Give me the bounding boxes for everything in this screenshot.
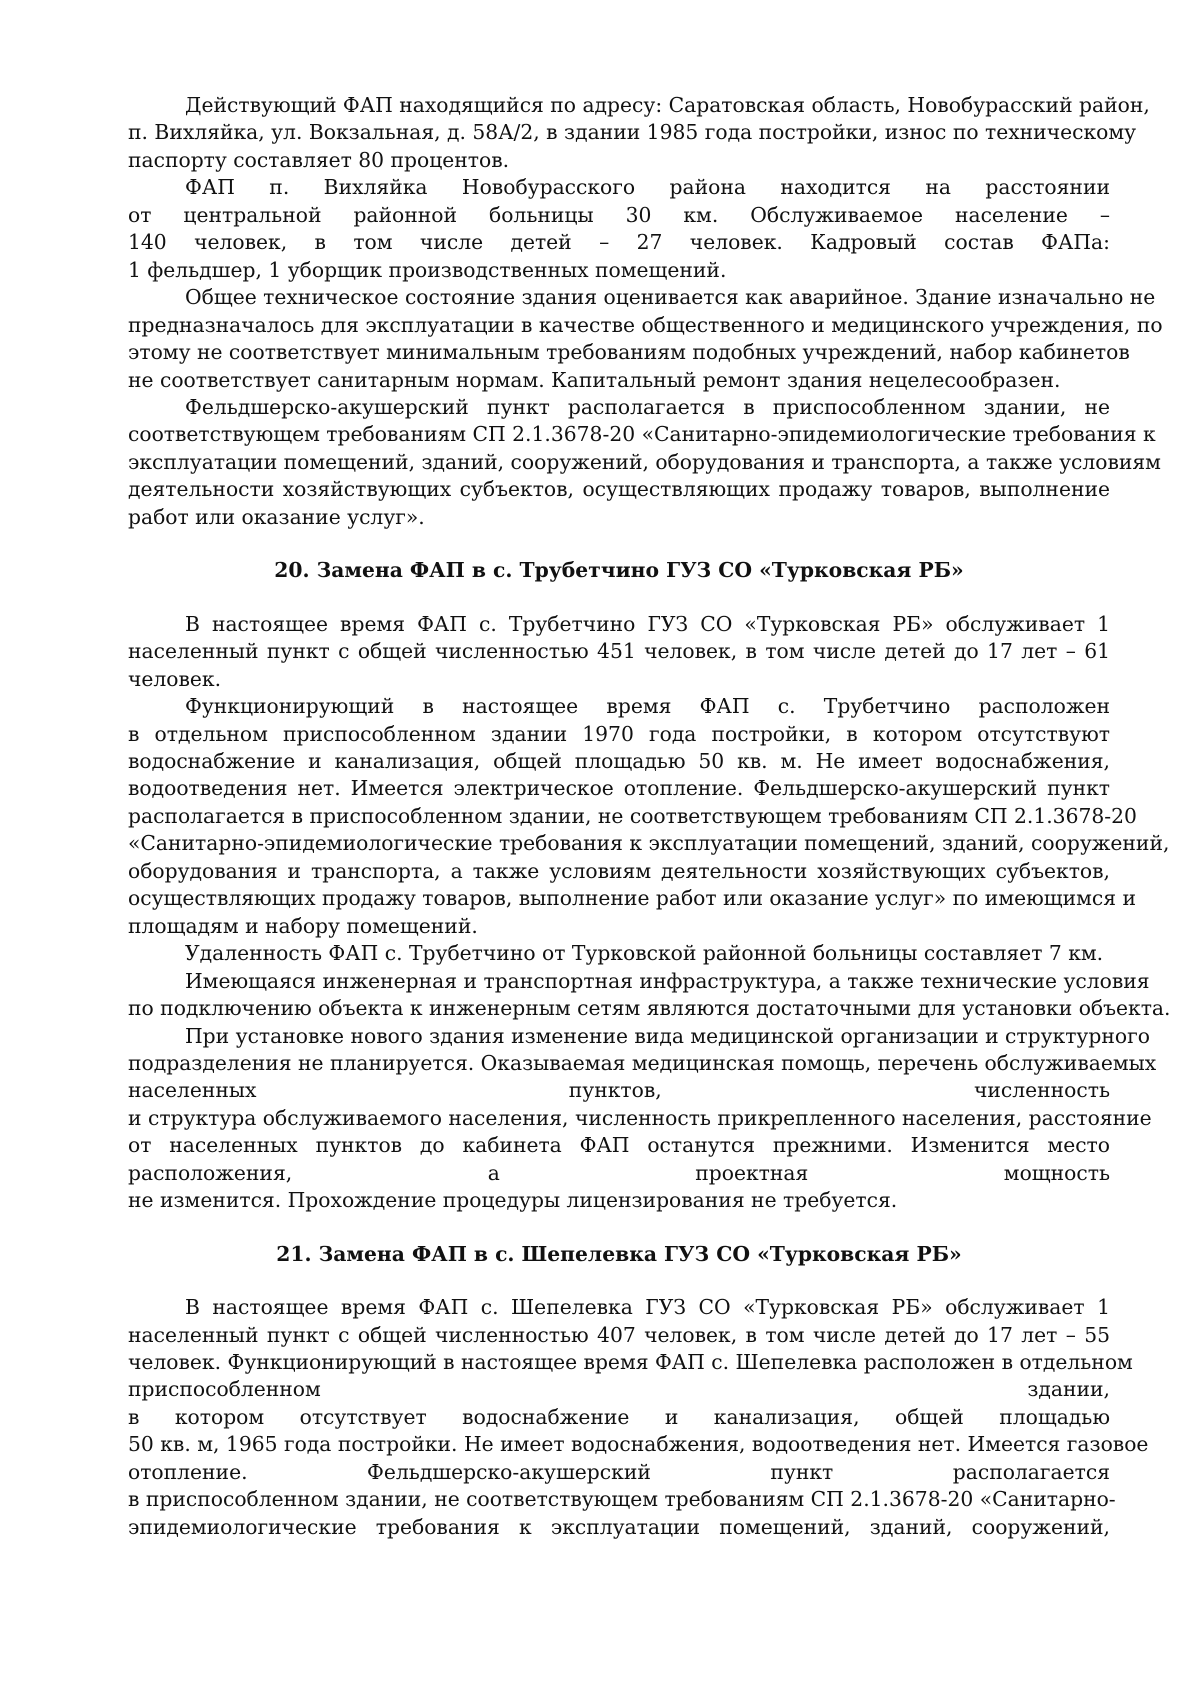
text-line: Удаленность ФАП с. Трубетчино от Турковской районной больницы составляет 7 км.	[185, 941, 1104, 966]
text-line: этому не соответствует минимальным требованиям подобных учреждений, набор кабинетов	[128, 340, 1130, 365]
paragraph-fap-vikhlyayka-condition	[128, 284, 1163, 394]
paragraph-shepelevka-population	[128, 1294, 1149, 1541]
paragraph-trubetchino-infrastructure	[128, 968, 1171, 1023]
text-line: Действующий ФАП находящийся по адресу: Саратовская область, Новобурасский район,	[185, 93, 1150, 117]
text-line: населенный пункт с общей численностью 407 человек, в том числе детей до 17 лет – 55	[128, 1322, 1110, 1347]
text-line: площадям и набору помещений.	[128, 913, 478, 938]
text-line: водоотведения нет. Имеется электрическое отопление. Фельдшерско-акушерский пункт	[128, 776, 1110, 801]
paragraph-fap-vikhlyayka-distance	[128, 174, 1110, 284]
text-line: расположения, а проектная мощность	[128, 1160, 1110, 1185]
paragraph-trubetchino-distance	[128, 940, 1110, 967]
text-line: деятельности хозяйствующих субъектов, осуществляющих продажу товаров, выполнение	[128, 477, 1110, 502]
text-line: не соответствует санитарным нормам. Капитальный ремонт здания нецелесообразен.	[128, 367, 1061, 392]
paragraph-fap-vikhlyayka-requirements	[128, 394, 1161, 531]
text-line: осуществляющих продажу товаров, выполнение работ или оказание услуг» по имеющимся и	[128, 886, 1137, 911]
text-line: в приспособленном здании, не соответствующем требованиям СП 2.1.3678-20 «Санитарно-	[128, 1487, 1116, 1512]
text-line: подразделения не планируется. Оказываемая медицинская помощь, перечень обслуживаемых	[128, 1050, 1157, 1075]
text-line: человек. Функционирующий в настоящее время ФАП с. Шепелевка расположен в отдельном	[128, 1350, 1133, 1375]
paragraph-trubetchino-population	[128, 611, 1110, 693]
text-line: 50 кв. м, 1965 года постройки. Не имеет водоснабжения, водоотведения нет. Имеется газовое	[128, 1432, 1149, 1457]
paragraph-trubetchino-installation	[128, 1023, 1157, 1215]
text-line: в отдельном приспособленном здании 1970 года постройки, в котором отсутствуют	[128, 721, 1110, 746]
text-line: Имеющаяся инженерная и транспортная инфраструктура, а также технические условия	[185, 968, 1150, 993]
text-line: п. Вихляйка, ул. Вокзальная, д. 58А/2, в здании 1985 года постройки, износ по техническому	[128, 120, 1137, 145]
text-line: «Санитарно-эпидемиологические требования к эксплуатации помещений, зданий, сооружений,	[128, 831, 1170, 856]
text-line: При установке нового здания изменение вида медицинской организации и структурного	[185, 1023, 1150, 1048]
text-line: 1 фельдшер, 1 уборщик производственных помещений.	[128, 257, 727, 282]
text-line: не изменится. Прохождение процедуры лицензирования не требуется.	[128, 1188, 898, 1213]
text-line: ФАП п. Вихляйка Новобурасского района находится на расстоянии	[185, 175, 1110, 200]
text-line: Фельдшерско-акушерский пункт располагается в приспособленном здании, не	[185, 394, 1110, 419]
text-line: оборудования и транспорта, а также условиям деятельности хозяйствующих субъектов,	[128, 858, 1110, 883]
text-line: населенных пунктов, численность	[128, 1078, 1110, 1103]
text-line: Общее техническое состояние здания оценивается как аварийное. Здание изначально не	[185, 285, 1156, 310]
text-line: эксплуатации помещений, зданий, сооружений, оборудования и транспорта, а также условиям	[128, 449, 1161, 474]
paragraph-trubetchino-building	[128, 693, 1170, 940]
text-line: эпидемиологические требования к эксплуатации помещений, зданий, сооружений,	[128, 1514, 1110, 1539]
text-line: отопление. Фельдшерско-акушерский пункт располагается	[128, 1459, 1110, 1484]
text-line: Функционирующий в настоящее время ФАП с. Трубетчино расположен	[185, 694, 1110, 719]
text-line: по подключению объекта к инженерным сетям являются достаточными для установки объекта.	[128, 996, 1171, 1021]
text-line: от центральной районной больницы 30 км. Обслуживаемое население –	[128, 202, 1110, 227]
text-line: предназначалось для эксплуатации в качестве общественного и медицинского учреждения, по	[128, 312, 1163, 337]
text-line: соответствующем требованиям СП 2.1.3678-20 «Санитарно-эпидемиологические требования к	[128, 422, 1156, 447]
text-line: водоснабжение и канализация, общей площадью 50 кв. м. Не имеет водоснабжения,	[128, 748, 1110, 773]
text-line: человек.	[128, 666, 222, 691]
text-line: и структура обслуживаемого населения, численность прикрепленного населения, расстояние	[128, 1105, 1152, 1130]
document-page	[128, 92, 1171, 1541]
text-line: 140 человек, в том числе детей – 27 человек. Кадровый состав ФАПа:	[128, 230, 1110, 255]
text-line: от населенных пунктов до кабинета ФАП останутся прежними. Изменится место	[128, 1133, 1110, 1158]
text-line: В настоящее время ФАП с. Трубетчино ГУЗ СО «Турковская РБ» обслуживает 1	[185, 611, 1110, 636]
text-line: паспорту составляет 80 процентов.	[128, 147, 510, 172]
section-21-heading: 21. Замена ФАП в с. Шепелевка ГУЗ СО «Турковская РБ»	[276, 1241, 962, 1266]
paragraph-fap-vikhlyayka-address	[128, 92, 1150, 174]
text-line: населенный пункт с общей численностью 451 человек, в том числе детей до 17 лет – 61	[128, 639, 1110, 664]
text-line: приспособленном здании,	[128, 1377, 1110, 1402]
text-line: В настоящее время ФАП с. Шепелевка ГУЗ СО «Турковская РБ» обслуживает 1	[185, 1295, 1110, 1320]
text-line: в котором отсутствует водоснабжение и канализация, общей площадью	[128, 1404, 1110, 1429]
section-20-heading: 20. Замена ФАП в с. Трубетчино ГУЗ СО «Турковская РБ»	[274, 558, 964, 583]
text-line: работ или оказание услуг».	[128, 504, 425, 529]
text-line: располагается в приспособленном здании, не соответствующем требованиям СП 2.1.3678-20	[128, 803, 1137, 828]
